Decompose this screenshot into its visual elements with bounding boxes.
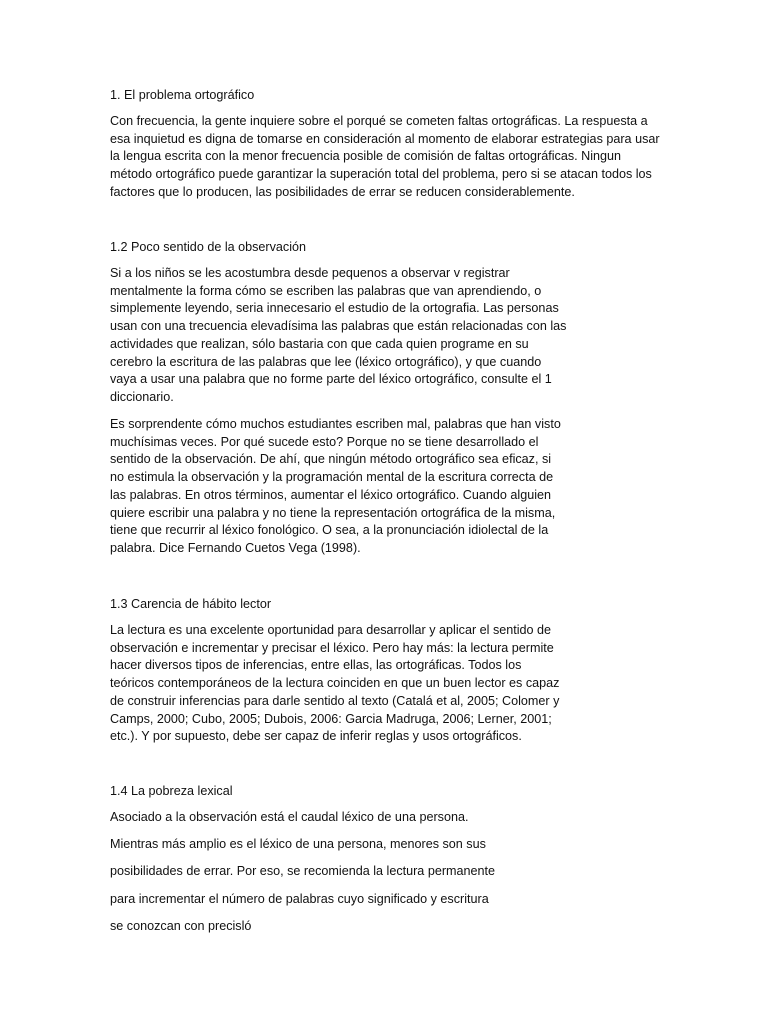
text-line: esa inquietud es digna de tomarse en consideración al momento de elaborar estrategias para usar	[110, 131, 660, 146]
paragraph	[110, 622, 559, 746]
text-line: usan con una trecuencia elevadísima las palabras que están relacionadas con las	[110, 319, 567, 334]
text-line: no estimula la observación y la programación mental de la escritura correcta de	[110, 470, 554, 485]
section-heading: 1.4 La pobreza lexical	[110, 784, 233, 798]
text-line: diccionario.	[110, 389, 174, 404]
text-line: Es sorprendente cómo muchos estudiantes escriben mal, palabras que han visto	[110, 417, 561, 431]
text-line: quiere escribir una palabra y no tiene la representación ortográfica de la misma,	[110, 505, 556, 520]
text-line: método ortográfico puede garantizar la superación total del problema, pero si se atacan todos los	[110, 167, 652, 182]
section-heading: 1. El problema ortográfico	[110, 88, 255, 102]
text-line: tiene que recurrir al léxico fonológico. O sea, a la pronunciación idiolectal de la	[110, 523, 549, 538]
text-line: muchísimas veces. Por qué sucede esto? Porque no se tiene desarrollado el	[110, 434, 539, 449]
text-line: Con frecuencia, la gente inquiere sobre el porqué se cometen faltas ortográficas. La respuesta a	[110, 114, 648, 128]
text-line: teóricos contemporáneos de la lectura coinciden en que un buen lector es capaz	[110, 676, 560, 691]
text-line: etc.). Y por supuesto, debe ser capaz de inferir reglas y usos ortográficos.	[110, 729, 522, 744]
paragraph	[110, 416, 561, 558]
text-line: actividades que realizan, sólo bastaria con que cada quien programe en su	[110, 336, 529, 351]
text-line: para incrementar el número de palabras cuyo significado y escritura	[110, 892, 489, 906]
text-line: observación e incrementar y precisar el léxico. Pero hay más: la lectura permite	[110, 640, 554, 655]
paragraph	[110, 113, 660, 202]
text-line: posibilidades de errar. Por eso, se recomienda la lectura permanente	[110, 864, 496, 878]
text-line: cerebro la escritura de las palabras que lee (léxico ortográfico), y que cuando	[110, 354, 542, 369]
text-line: sentido de la observación. De ahí, que ningún método ortográfico sea eficaz, si	[110, 452, 552, 467]
text-line: la lengua escrita con la menor frecuencia posible de comisión de faltas ortográficas. Ningun	[110, 149, 622, 164]
text-line: factores que lo producen, las posibilidades de errar se reducen considerablemente.	[110, 184, 575, 199]
text-line: de construir inferencias para darle sentido al texto (Catalá et al, 2005; Colomer y	[110, 693, 560, 708]
text-line: Mientras más amplio es el léxico de una persona, menores son sus	[110, 837, 486, 851]
paragraph	[110, 265, 566, 407]
text-line: hacer diversos tipos de inferencias, entre ellas, las ortográficas. Todos los	[110, 658, 522, 673]
text-line: palabra. Dice Fernando Cuetos Vega (1998).	[110, 540, 361, 555]
text-line: las palabras. En otros términos, aumentar el léxico ortográfico. Cuando alguien	[110, 487, 552, 502]
section-heading: 1.3 Carencia de hábito lector	[110, 597, 272, 611]
text-line: Si a los niños se les acostumbra desde pequenos a observar v registrar	[110, 266, 510, 280]
section-heading: 1.2 Poco sentido de la observación	[110, 240, 307, 254]
text-line: Asociado a la observación está el caudal léxico de una persona.	[110, 810, 469, 824]
text-line: se conozcan con precisló	[110, 919, 252, 933]
text-line: mentalmente la forma cómo se escriben las palabras que van aprendiendo, o	[110, 283, 542, 298]
text-line: Camps, 2000; Cubo, 2005; Dubois, 2006: Garcia Madruga, 2006; Lerner, 2001;	[110, 711, 552, 726]
text-line: vaya a usar una palabra que no forme parte del léxico ortográfico, consulte el 1	[110, 372, 552, 387]
text-line: simplemente leyendo, seria innecesario el estudio de la ortografia. Las personas	[110, 301, 559, 316]
text-line: La lectura es una excelente oportunidad para desarrollar y aplicar el sentido de	[110, 623, 552, 637]
